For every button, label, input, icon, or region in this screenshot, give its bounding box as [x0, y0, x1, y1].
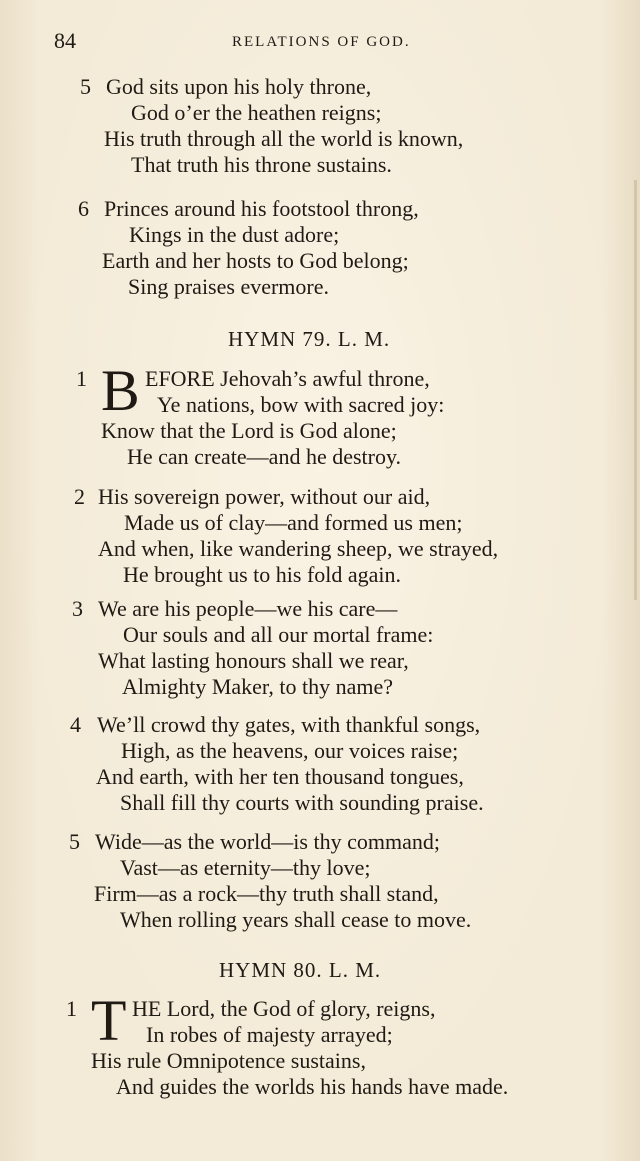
verse-line: His sovereign power, without our aid, — [98, 484, 431, 509]
page-edge-shadow — [634, 180, 637, 600]
verse-line: Princes around his footstool throng, — [104, 196, 419, 221]
verse-line: That truth his throne sustains. — [131, 152, 392, 177]
verse-line: Earth and her hosts to God belong; — [102, 248, 409, 273]
verse-line: HE Lord, the God of glory, reigns, — [132, 996, 436, 1021]
verse-line: What lasting honours shall we rear, — [98, 648, 409, 673]
verse-number: 3 — [72, 596, 83, 621]
verse-number: 2 — [74, 484, 85, 509]
verse-line: Sing praises evermore. — [128, 274, 329, 299]
verse-line: God sits upon his holy throne, — [106, 74, 372, 99]
verse-line: And when, like wandering sheep, we strayed, — [98, 536, 499, 561]
verse-line: Ye nations, bow with sacred joy: — [157, 392, 445, 417]
verse-line: He can create—and he destroy. — [127, 444, 402, 469]
verse-line: Shall fill thy courts with sounding praise. — [120, 790, 484, 815]
verse-number: 5 — [80, 74, 91, 99]
verse-line: Know that the Lord is God alone; — [101, 418, 397, 443]
verse-line: Vast—as eternity—thy love; — [120, 855, 371, 880]
verse-line: And earth, with her ten thousand tongues, — [96, 764, 464, 789]
verse-line: Our souls and all our mortal frame: — [123, 622, 434, 647]
hymn-79-heading: HYMN 79. L. M. — [228, 327, 391, 351]
verse-number: 6 — [78, 196, 89, 221]
verse-line: We are his people—we his care— — [98, 596, 398, 621]
page-number: 84 — [54, 28, 76, 53]
verse-line: He brought us to his fold again. — [123, 562, 402, 587]
verse-line: We’ll crowd thy gates, with thankful songs, — [97, 712, 481, 737]
verse-line: EFORE Jehovah’s awful throne, — [145, 366, 430, 391]
verse-line: High, as the heavens, our voices raise; — [121, 738, 459, 763]
drop-cap: B — [101, 358, 140, 423]
verse-number: 4 — [70, 712, 81, 737]
verse-line: In robes of majesty arrayed; — [146, 1022, 393, 1047]
verse-line: Firm—as a rock—thy truth shall stand, — [94, 881, 439, 906]
verse-line: Almighty Maker, to thy name? — [122, 674, 394, 699]
verse-line: Wide—as the world—is thy command; — [95, 829, 440, 854]
running-title: RELATIONS OF GOD. — [232, 34, 411, 50]
verse-line: Made us of clay—and formed us men; — [124, 510, 463, 535]
page-header — [54, 28, 614, 52]
verse-line: And guides the worlds his hands have made. — [116, 1074, 509, 1099]
verse-line: His truth through all the world is known, — [104, 126, 464, 151]
verse-line: His rule Omnipotence sustains, — [91, 1048, 366, 1073]
hymn-80-heading: HYMN 80. L. M. — [219, 958, 382, 982]
verse-line: God o’er the heathen reigns; — [131, 100, 382, 125]
drop-cap: T — [91, 988, 127, 1053]
verse-number: 1 — [76, 366, 87, 391]
verse-line: When rolling years shall cease to move. — [120, 907, 472, 932]
verse-number: 1 — [66, 996, 77, 1021]
verse-line: Kings in the dust adore; — [129, 222, 340, 247]
verse-number: 5 — [69, 829, 80, 854]
